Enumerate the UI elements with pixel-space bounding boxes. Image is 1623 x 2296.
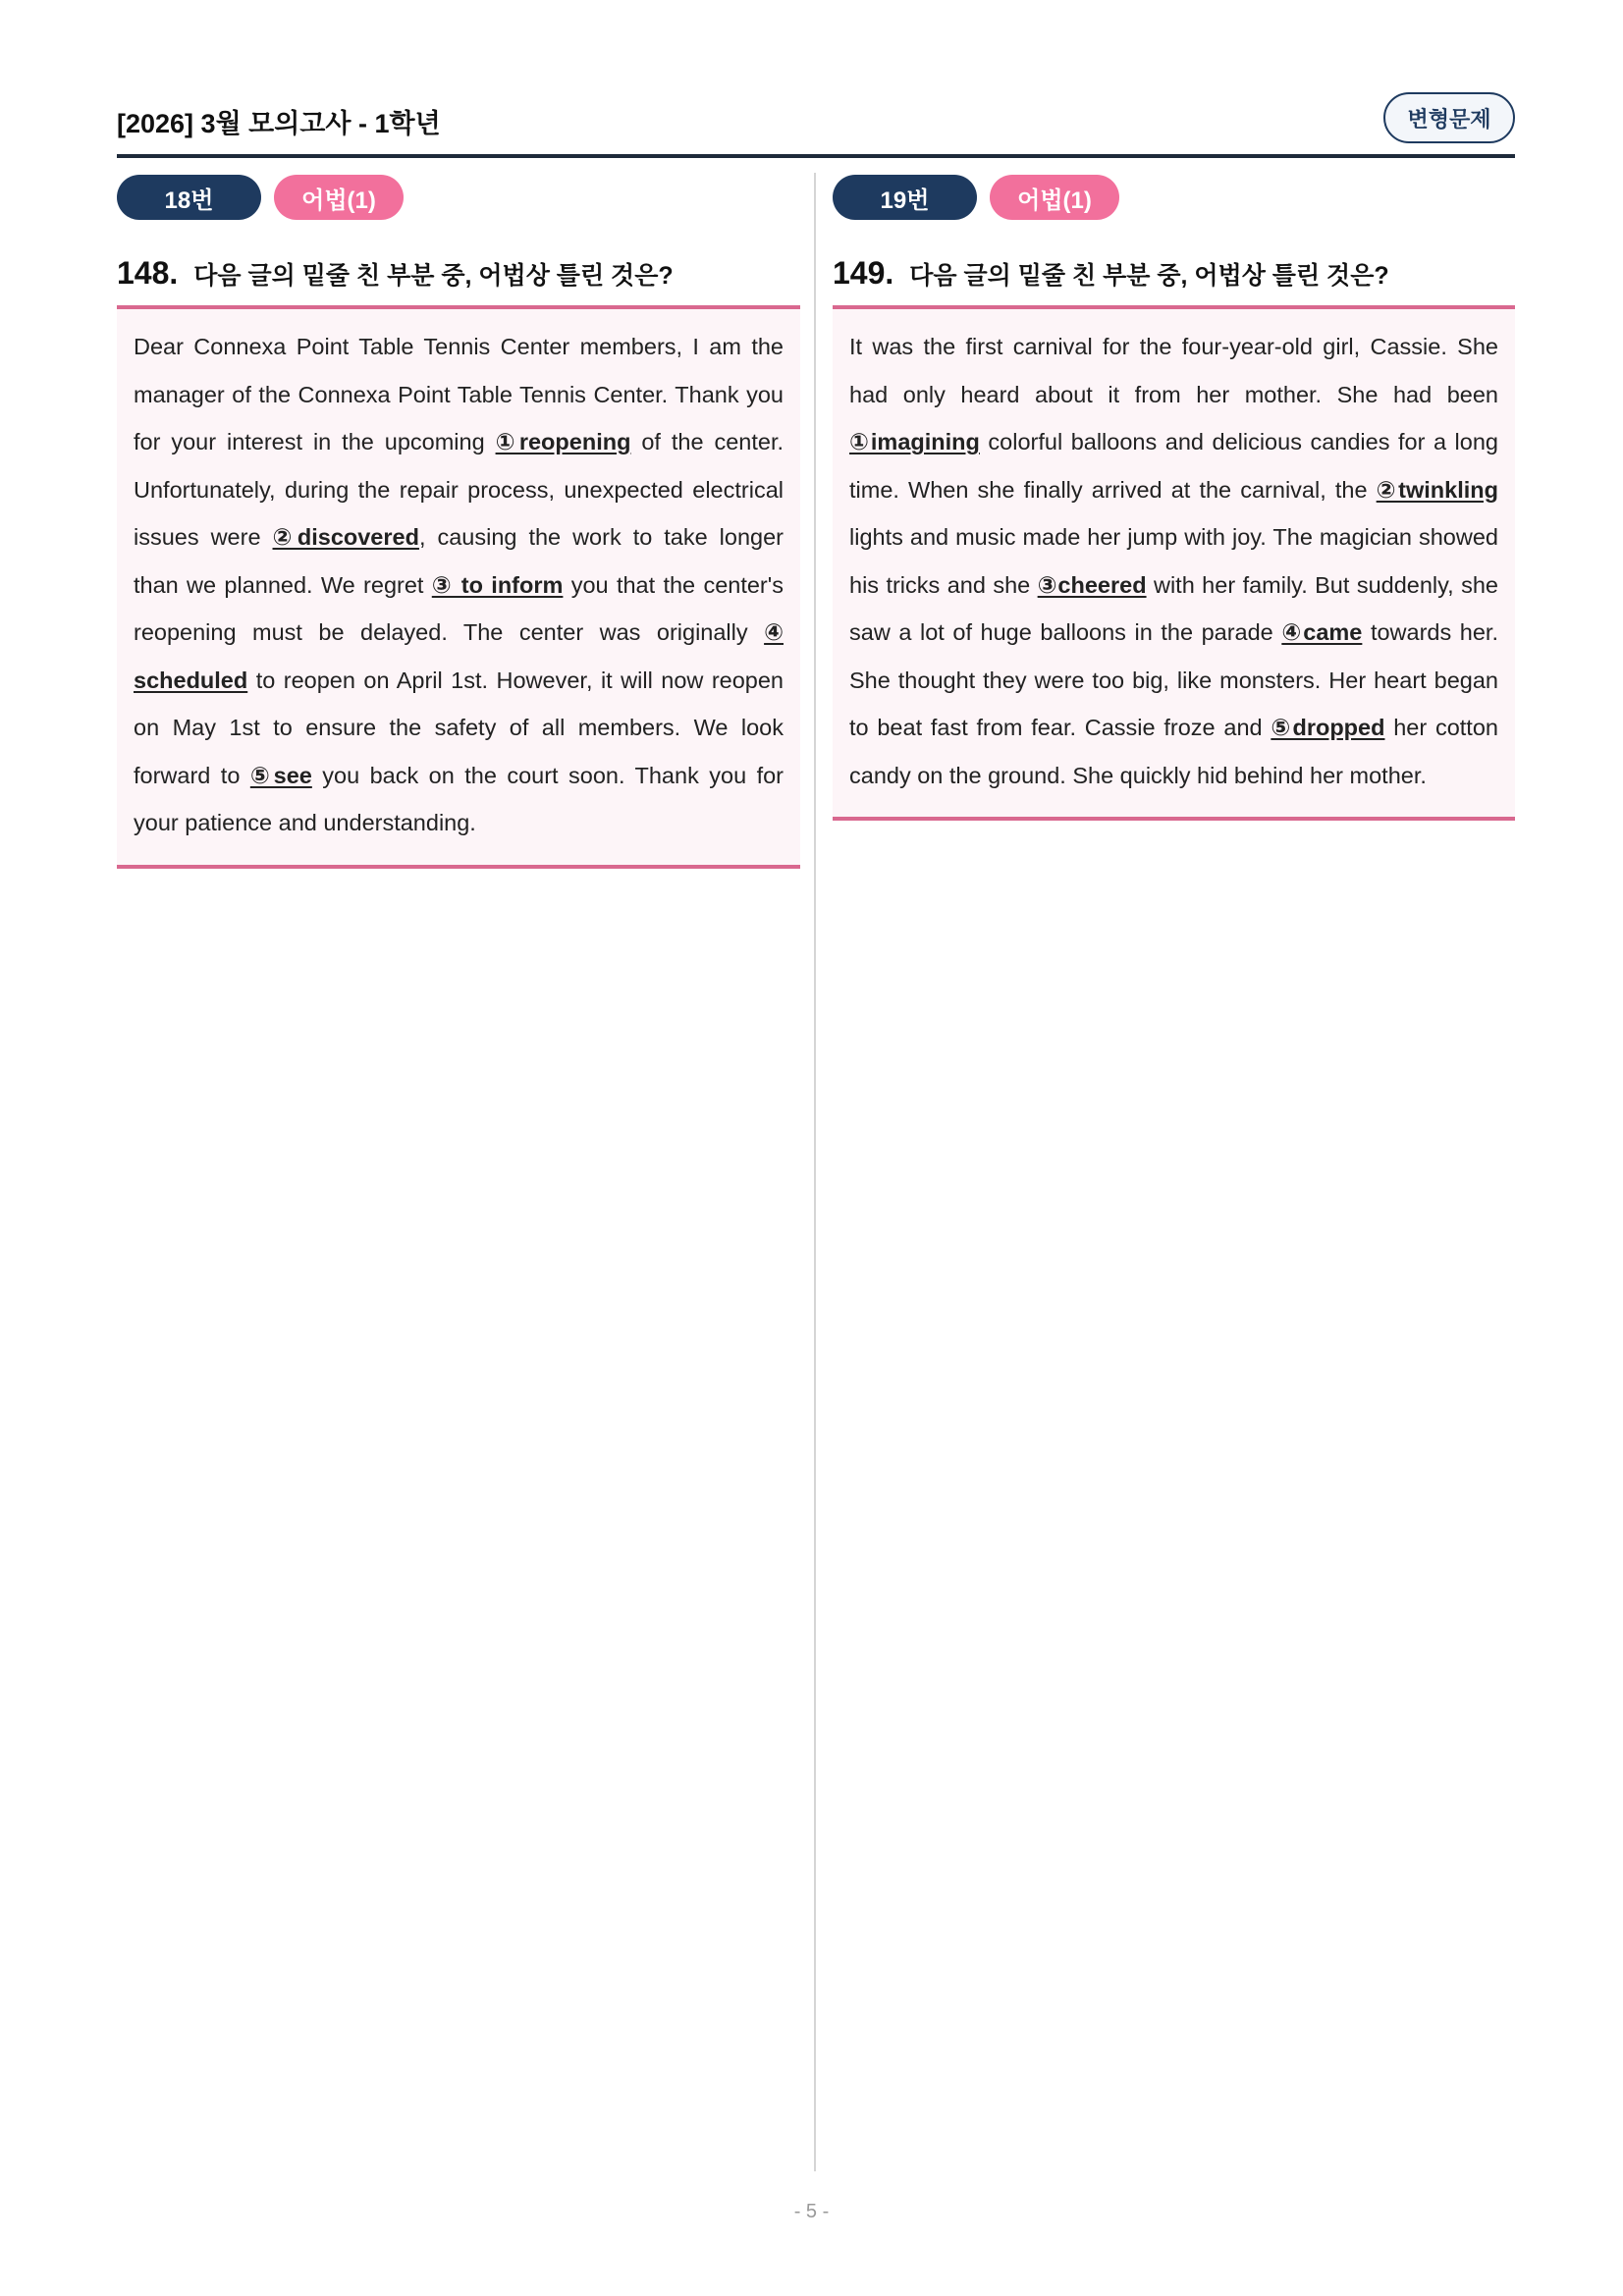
underlined-choice: ①reopening [495, 429, 631, 454]
underlined-choice: ③ to inform [431, 571, 564, 598]
question-type-tag: 어법(1) [990, 175, 1119, 220]
question-heading [117, 255, 800, 305]
passage-text: you that the center's reopening must be delayed. The center was originally [134, 571, 784, 645]
underlined-choice: ⑤see [249, 762, 312, 788]
underlined-choice: ②twinkling [1376, 476, 1498, 503]
passage-text: It was the first carnival for the four-year-old girl, Cassie. She had only heard about it from her mother. She had been [849, 334, 1498, 407]
passage-text: lights and music made her jump with joy. The magician showed his tricks and she [849, 524, 1498, 598]
underlined-choice: ③cheered [1037, 571, 1147, 598]
question-column-right [833, 175, 1515, 821]
question-column-left [117, 175, 800, 869]
page-number: - 5 - [793, 2201, 830, 2222]
passage-text: you back on the court soon. Thank you for your patience and understanding. [134, 762, 784, 835]
passage-text: colorful balloons and delicious candies for a long time. When she finally arrived at the carnival, the [849, 429, 1498, 503]
passage-text: her cotton candy on the ground. She quickly hid behind her mother. [849, 715, 1498, 788]
underlined-choice: ①imagining [849, 429, 980, 454]
underlined-choice: ⑤dropped [1271, 715, 1385, 740]
passage-text: , causing the work to take longer than we planned. We regret [134, 524, 784, 598]
passage-text: Dear Connexa Point Table Tennis Center members, I am the manager of the Connexa Point Table Tennis Center. Thank you for your interest in the upcoming [134, 334, 784, 454]
source-number-tag: 19번 [833, 175, 977, 220]
question-heading [833, 255, 1515, 305]
question-tags [117, 175, 800, 220]
underlined-choice: ②discovered [272, 524, 419, 550]
question-prompt: 다음 글의 밑줄 친 부분 중, 어법상 틀린 것은? [193, 262, 674, 290]
header-divider [117, 154, 1515, 158]
passage-text: with her family. But suddenly, she saw a lot of huge balloons in the parade [849, 571, 1498, 645]
passage-text: of the center. Unfortunately, during the repair process, unexpected electrical issues were [134, 429, 784, 550]
header-title: [2026] 3월 모의고사 - 1학년 [117, 109, 441, 138]
question-number: 149. [833, 255, 894, 291]
column-divider [814, 173, 816, 2171]
underlined-choice: ④ scheduled [134, 619, 784, 693]
question-number: 148. [117, 255, 179, 291]
passage-box [833, 305, 1515, 821]
passage-text: towards her. She thought they were too big, like monsters. Her heart began to beat fast from fear. Cassie froze and [849, 619, 1498, 740]
question-type-tag: 어법(1) [274, 175, 404, 220]
variant-badge: 변형문제 [1383, 92, 1515, 143]
passage-text: to reopen on April 1st. However, it will now reopen on May 1st to ensure the safety of all members. We look forward to [134, 667, 784, 788]
source-number-tag: 18번 [117, 175, 261, 220]
passage-box [117, 305, 800, 869]
question-prompt: 다음 글의 밑줄 친 부분 중, 어법상 틀린 것은? [909, 262, 1389, 290]
underlined-choice: ④came [1281, 619, 1363, 645]
question-tags [833, 175, 1515, 220]
